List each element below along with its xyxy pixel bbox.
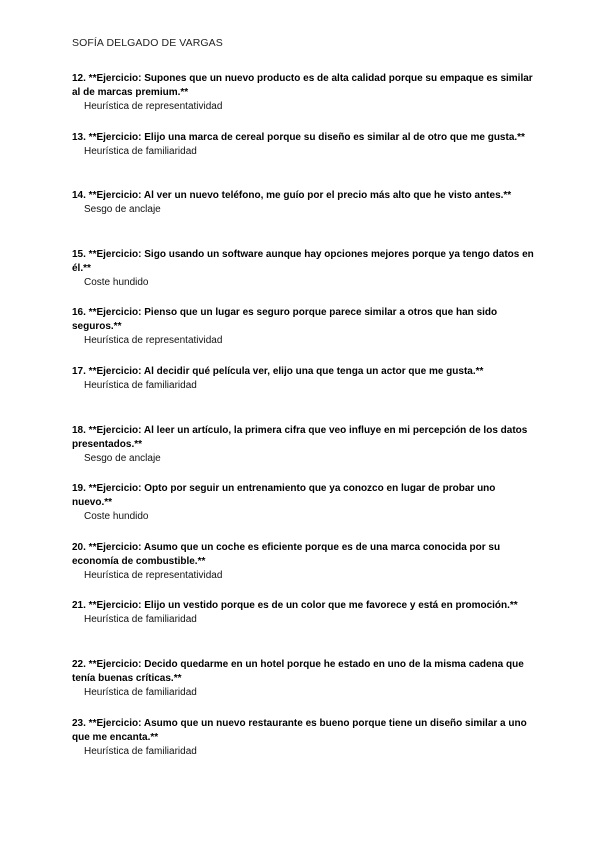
exercise-question: 14. **Ejercicio: Al ver un nuevo teléfono, me guío por el precio más alto que he visto antes.** xyxy=(72,190,512,202)
exercise-question: 22. **Ejercicio: Decido quedarme en un hotel porque he estado en uno de la misma cadena que tenía buenas críticas.** xyxy=(72,658,524,684)
exercise-answer: Sesgo de anclaje xyxy=(84,204,161,216)
exercise-answer: Heurística de representatividad xyxy=(84,335,223,347)
exercise-answer: Sesgo de anclaje xyxy=(84,452,161,464)
exercise-question: 17. **Ejercicio: Al decidir qué película ver, elijo una que tenga un actor que me gusta.** xyxy=(72,365,484,377)
exercise-item xyxy=(72,541,534,600)
exercise-item xyxy=(72,365,534,424)
exercise-answer: Heurística de familiaridad xyxy=(84,686,197,698)
exercise-item xyxy=(72,189,534,248)
exercise-question: 21. **Ejercicio: Elijo un vestido porque es de un color que me favorece y está en promoción.** xyxy=(72,600,518,612)
exercise-answer: Heurística de familiaridad xyxy=(84,614,197,626)
exercise-question: 12. **Ejercicio: Supones que un nuevo producto es de alta calidad porque su empaque es similar al de marcas premium.** xyxy=(72,73,533,98)
exercise-answer: Heurística de familiaridad xyxy=(84,145,197,157)
exercise-question: 19. **Ejercicio: Opto por seguir un entrenamiento que ya conozco en lugar de probar uno nuevo.** xyxy=(72,483,496,509)
exercise-item xyxy=(72,72,534,131)
exercise-question: 13. **Ejercicio: Elijo una marca de cereal porque su diseño es similar al de otro que me gusta.** xyxy=(72,131,525,143)
page-header-author: SOFÍA DELGADO DE VARGAS xyxy=(72,37,223,49)
exercise-item xyxy=(72,717,534,776)
exercise-question: 23. **Ejercicio: Asumo que un nuevo restaurante es bueno porque tiene un diseño similar a uno que me encanta.** xyxy=(72,717,527,743)
exercise-item xyxy=(72,658,534,717)
exercise-answer: Coste hundido xyxy=(84,276,149,288)
exercise-list xyxy=(72,72,534,775)
exercise-answer: Heurística de representatividad xyxy=(84,569,223,581)
exercise-item xyxy=(72,599,534,658)
exercise-answer: Coste hundido xyxy=(84,511,149,523)
exercise-question: 20. **Ejercicio: Asumo que un coche es eficiente porque es de una marca conocida por su economía de combustible.** xyxy=(72,541,501,567)
exercise-item xyxy=(72,482,534,541)
exercise-question: 15. **Ejercicio: Sigo usando un software aunque hay opciones mejores porque ya tengo datos en él.** xyxy=(72,248,534,274)
exercise-answer: Heurística de representatividad xyxy=(84,101,223,112)
exercise-item xyxy=(72,306,534,365)
exercise-item xyxy=(72,248,534,307)
exercise-answer: Heurística de familiaridad xyxy=(84,745,197,757)
exercise-answer: Heurística de familiaridad xyxy=(84,379,197,391)
exercise-item xyxy=(72,424,534,483)
exercise-question: 18. **Ejercicio: Al leer un artículo, la primera cifra que veo influye en mi percepción de los datos presentados.** xyxy=(72,424,528,450)
exercise-item xyxy=(72,131,534,190)
exercise-question: 16. **Ejercicio: Pienso que un lugar es seguro porque parece similar a otros que han sido seguros.** xyxy=(72,307,498,333)
